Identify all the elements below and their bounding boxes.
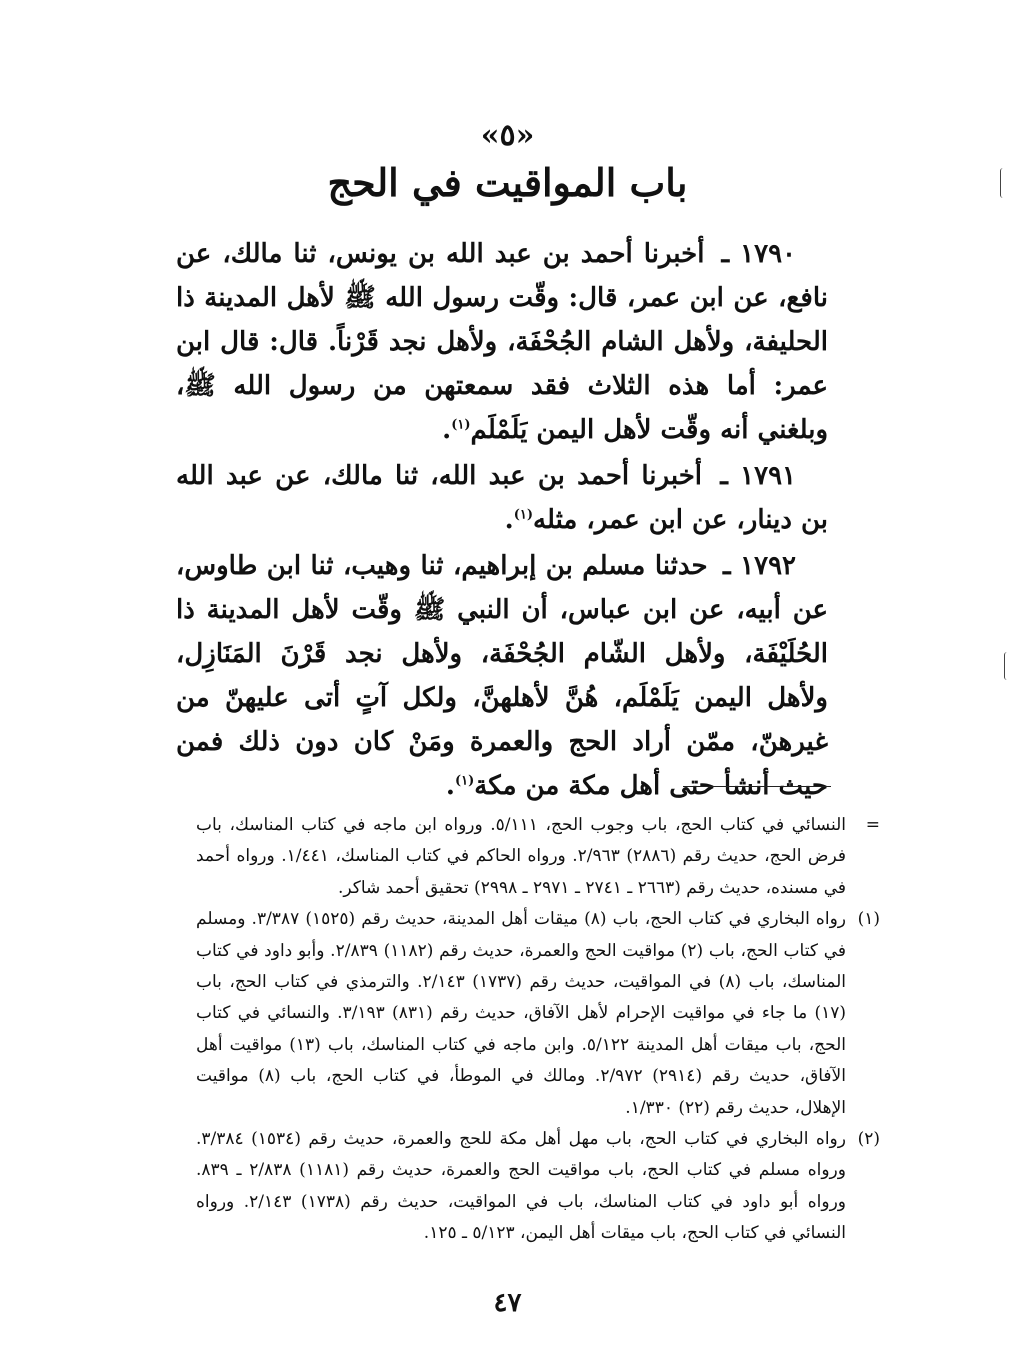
footnote-marker: (١) (857, 909, 880, 930)
footnote-text: النسائي في كتاب الحج، باب وجوب الحج، ٥/١١١. ورواه ابن ماجه في كتاب المناسك، باب فرض الحج، حديث رقم (٢٨٨٦) ٢/٩٦٣. ورواه الحاكم في كتاب المناسك، ١/٤٤١. ورواه أحمد في مسنده، حديث رقم (٢٦٦٣ ـ ٢٧٤١ ـ ٢٩٧١ ـ ٢٩٩٨) تحقيق أحمد شاكر. (196, 815, 846, 898)
footnote-ref[interactable]: (١) (513, 507, 534, 523)
footnote-ref[interactable]: (١) (451, 417, 471, 433)
footnote-continuation (196, 810, 880, 904)
footnote-1 (196, 904, 880, 1124)
hadith-number: ١٧٩٠ ـ (721, 239, 796, 269)
footnote-text: رواه البخاري في كتاب الحج، باب (٨) ميقات أهل المدينة، حديث رقم (١٥٢٥) ٣/٣٨٧. ومسلم في كتاب الحج، باب (٢) مواقيت الحج والعمرة، حديث رقم (١١٨٢) ٢/٨٣٩. وأبو داود في كتاب المناسك، باب (٨) في المواقيت، حديث رقم (١٧٣٧) ٢/١٤٣. والترمذي في كتاب الحج، باب (١٧) ما جاء في مواقيت الإحرام لأهل الآفاق، حديث رقم (٨٣١) ٣/١٩٣. والنسائي في كتاب الحج، باب ميقات أهل المدينة ٥/١٢٢. وابن ماجه في كتاب المناسك، باب (١٣) مواقيت أهل الآفاق، حديث رقم (٢٩١٤) ٢/٩٧٢. ومالك في الموطأ، في كتاب الحج، باب (٨) مواقيت الإهلال، حديث رقم (٢٢) ١/٣٣٠. (196, 909, 847, 1118)
footnote-marker: = (865, 815, 880, 835)
scan-edge-mark (1000, 168, 1007, 198)
footnotes (196, 810, 880, 1250)
hadith-text: أخبرنا أحمد بن عبد الله بن يونس، ثنا مالك، عن نافع، عن ابن عمر، قال: وقّت رسول الله ﷺ لأهل المدينة ذا الحليفة، ولأهل الشام الجُحْفَة، ولأهل نجد قَرْناً. قال: قال ابن عمر: أما هذه الثلاث فقد سمعتهن من رسول الله ﷺ، وبلغني أنه وقّت لأهل اليمن يَلَمْلَم (176, 239, 828, 445)
footnote-2 (196, 1124, 880, 1250)
footnote-text: رواه البخاري في كتاب الحج، باب مهل أهل مكة للحج والعمرة، حديث رقم (١٥٣٤) ٣/٣٨٤. ورواه مسلم في كتاب الحج، باب مواقيت الحج والعمرة، حديث رقم (١١٨١) ٢/٨٣٨ ـ ٨٣٩. ورواه أبو داود في كتاب المناسك، باب في المواقيت، حديث رقم (١٧٣٨) ٢/١٤٣. ورواه النسائي في كتاب الحج، باب ميقات أهل اليمن، ٥/١٢٣ ـ ١٢٥. (196, 1129, 846, 1244)
hadith-text: أخبرنا أحمد بن عبد الله، ثنا مالك، عن عبد الله بن دينار، عن ابن عمر، مثله (176, 461, 828, 535)
hadith-number: ١٧٩١ ـ (720, 461, 796, 491)
footnote-divider (683, 786, 831, 787)
hadith-text: حدثنا مسلم بن إبراهيم، ثنا وهيب، ثنا ابن طاوس، عن أبيه، عن ابن عباس، أن النبي ﷺ وقّت لأهل المدينة ذا الحُلَيْفَة، ولأهل الشّام الجُحْفَة، ولأهل نجد قَرْنَ المَنَازِل، ولأهل اليمن يَلَمْلَم، هُنَّ لأهلهنَّ، ولكل آتٍ أتى عليهنّ من غيرهنّ، ممّن أراد الحج والعمرة ومَنْ كان دون ذلك فمن حيث أنشأ حتى أهل مكة من مكة (176, 551, 828, 801)
hadith-end: . (445, 771, 455, 801)
hadith-body (176, 232, 828, 808)
hadith-end: . (442, 415, 452, 445)
chapter-number: «٥» (480, 118, 535, 153)
hadith-1790 (176, 232, 828, 452)
hadith-number: ١٧٩٢ ـ (723, 551, 797, 581)
footnote-ref[interactable]: (١) (454, 773, 475, 789)
hadith-1792 (176, 544, 828, 808)
hadith-end: . (504, 505, 514, 535)
page-number: ٤٧ (493, 1288, 522, 1318)
chapter-title: باب المواقيت في الحج (327, 160, 688, 205)
hadith-1791 (176, 454, 828, 542)
footnote-marker: (٢) (857, 1129, 880, 1150)
scan-edge-mark (1004, 652, 1011, 680)
